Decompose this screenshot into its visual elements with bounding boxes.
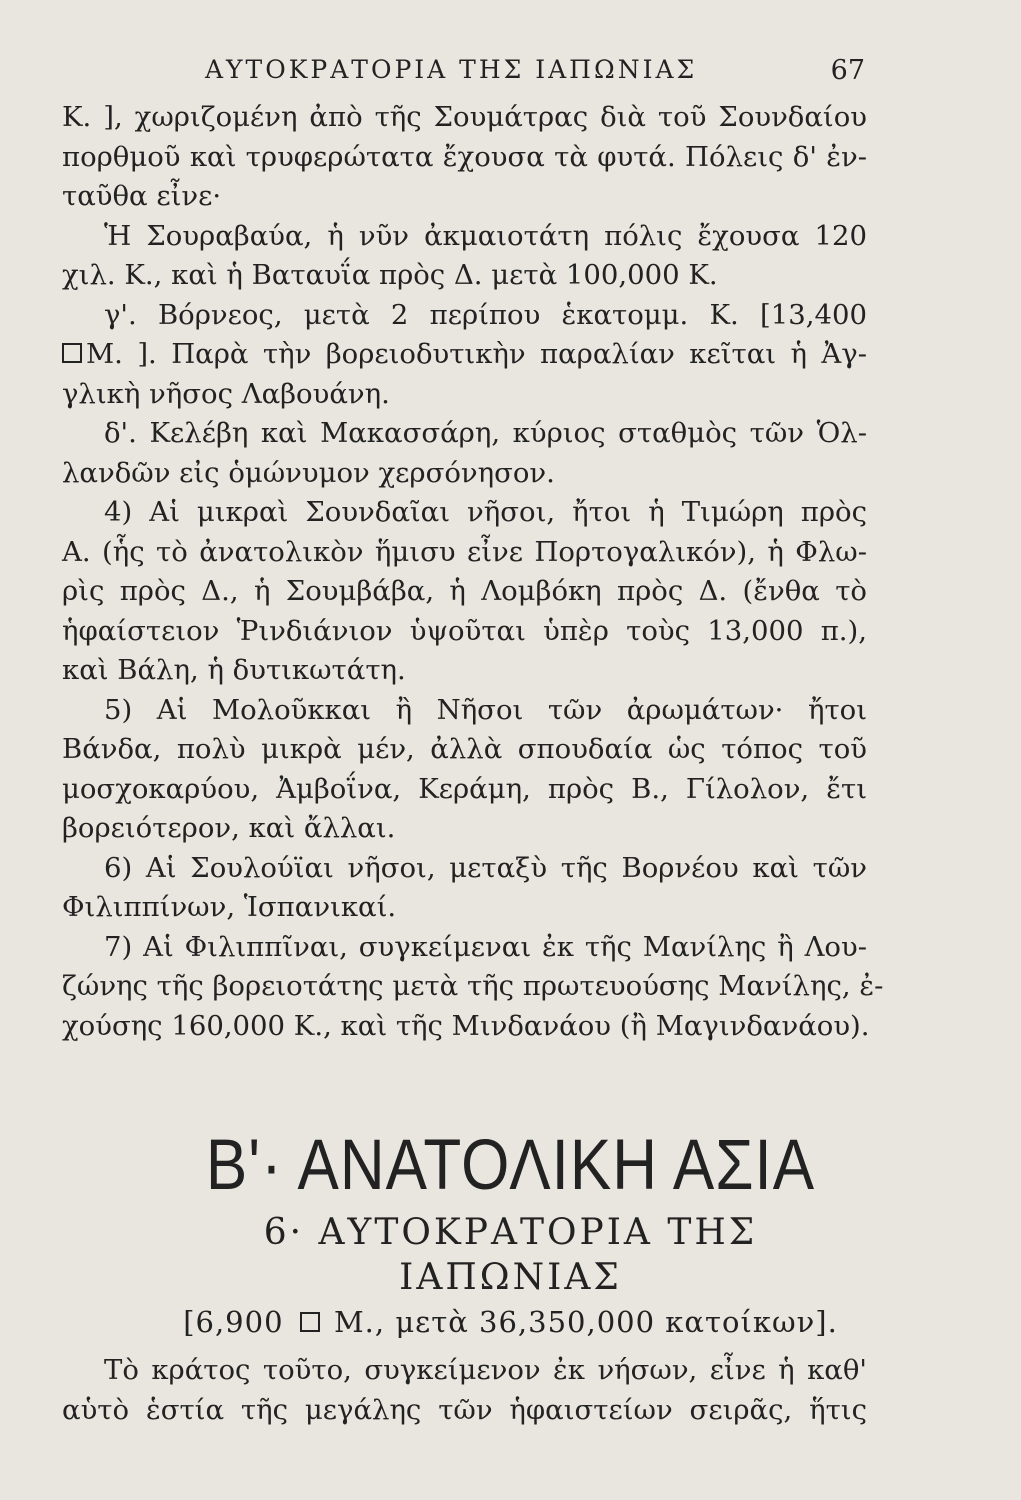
text-line: ταῦθα εἶνε·: [62, 180, 222, 212]
text-line: αὑτὸ ἑστία τῆς μεγάλης τῶν ἡφαιστείων σειρᾶς, ἥτις: [62, 1394, 867, 1426]
running-title: ΑΥΤΟΚΡΑΤΟΡΙΑ ΤΗΣ ΙΑΠΩΝΙΑΣ: [205, 55, 698, 84]
text-line: ζώνης τῆς βορειοτάτης μετὰ τῆς πρωτευούσης Μανίλης, ἐ-: [62, 970, 884, 1002]
text-line: 6) Αἱ Σουλούϊαι νῆσοι, μεταξὺ τῆς Βορνέου καὶ τῶν: [104, 851, 867, 884]
chapter-heading-line-1: 6· ΑΥΤΟΚΡΑΤΟΡΙΑ ΤΗΣ: [263, 1212, 758, 1253]
chapter-stats: [0, 1305, 1021, 1339]
text-line: 5) Αἱ Μολοῦκκαι ἢ Νῆσοι τῶν ἀρωμάτων· ἤτοι: [104, 693, 867, 726]
text-line: καὶ Βάλη, ἡ δυτικωτάτη.: [62, 654, 406, 686]
text-line: Α. (ἧς τὸ ἀνατολικὸν ἥμισυ εἶνε Πορτογαλικόν), ἡ Φλω-: [62, 535, 867, 568]
square-symbol-icon: [62, 343, 82, 363]
text-line: χούσης 160,000 Κ., καὶ τῆς Μινδανάου (ἢ Μαγινδανάου).: [62, 1009, 870, 1042]
text-line-rest: Μ. ]. Παρὰ τὴν βορειοδυτικὴν παραλίαν κεῖται ἡ Ἀγ-: [86, 338, 867, 370]
running-head: [60, 55, 865, 95]
text-line: Ἡ Σουραβαύα, ἡ νῦν ἀκμαιοτάτη πόλις ἔχουσα 120: [104, 219, 867, 252]
part-heading: Β'· ΑΝΑΤΟΛΙΚΗ ΑΣΙΑ: [205, 1125, 816, 1206]
text-line: ἡφαίστειον Ῥινδιάνιον ὑψοῦται ὑπὲρ τοὺς 13,000 π.),: [62, 614, 867, 647]
text-line-with-square: [62, 335, 867, 375]
text-line: πορθμοῦ καὶ τρυφερώτατα ἔχουσα τὰ φυτά. Πόλεις δ' ἐν-: [62, 140, 867, 173]
square-symbol-icon: [300, 1312, 320, 1332]
text-line: βορειότερον, καὶ ἄλλαι.: [62, 812, 396, 844]
text-line: 4) Αἱ μικραὶ Σουνδαῖαι νῆσοι, ἤτοι ἡ Τιμώρη πρὸς: [104, 496, 867, 528]
text-line: λανδῶν εἰς ὁμώνυμον χερσόνησον.: [62, 456, 555, 489]
text-line: Τὸ κράτος τοῦτο, συγκείμενον ἐκ νήσων, εἶνε ἡ καθ': [104, 1354, 867, 1386]
text-line: K. ], χωριζομένη ἀπὸ τῆς Σουμάτρας διὰ τοῦ Σουνδαίου: [62, 101, 867, 133]
text-line: Φιλιππίνων, Ἱσπανικαί.: [62, 891, 397, 923]
text-line: δ'. Κελέβη καὶ Μακασσάρη, κύριος σταθμὸς τῶν Ὁλ-: [104, 417, 867, 449]
chapter-heading-line-2: ΙΑΠΩΝΙΑΣ: [399, 1257, 622, 1298]
text-line: γ'. Βόρνεος, μετὰ 2 περίπου ἑκατομμ. Κ. [13,400: [104, 298, 867, 331]
stats-population: Μ., μετὰ 36,350,000 κατοίκων].: [333, 1305, 838, 1339]
chapter-body-text: [62, 1350, 867, 1430]
body-text: [62, 98, 884, 1046]
stats-area: [6,900: [183, 1305, 284, 1339]
text-line: γλικὴ νῆσος Λαβουάνη.: [62, 377, 390, 410]
text-line: χιλ. Κ., καὶ ἡ Βαταυΐα πρὸς Δ. μετὰ 100,000 Κ.: [62, 259, 718, 291]
page-number: 67: [830, 55, 865, 86]
text-line: μοσχοκαρύου, Ἀμβοΐνα, Κεράμη, πρὸς Β., Γίλολον, ἔτι: [62, 772, 867, 805]
text-line: ρὶς πρὸς Δ., ἡ Σουμβάβα, ἡ Λομβόκη πρὸς Δ. (ἔνθα τὸ: [62, 575, 867, 607]
text-line: Βάνδα, πολὺ μικρὰ μέν, ἀλλὰ σπουδαία ὡς τόπος τοῦ: [62, 733, 867, 765]
text-line: 7) Αἱ Φιλιππῖναι, συγκείμεναι ἐκ τῆς Μανίλης ἢ Λου-: [104, 930, 867, 963]
